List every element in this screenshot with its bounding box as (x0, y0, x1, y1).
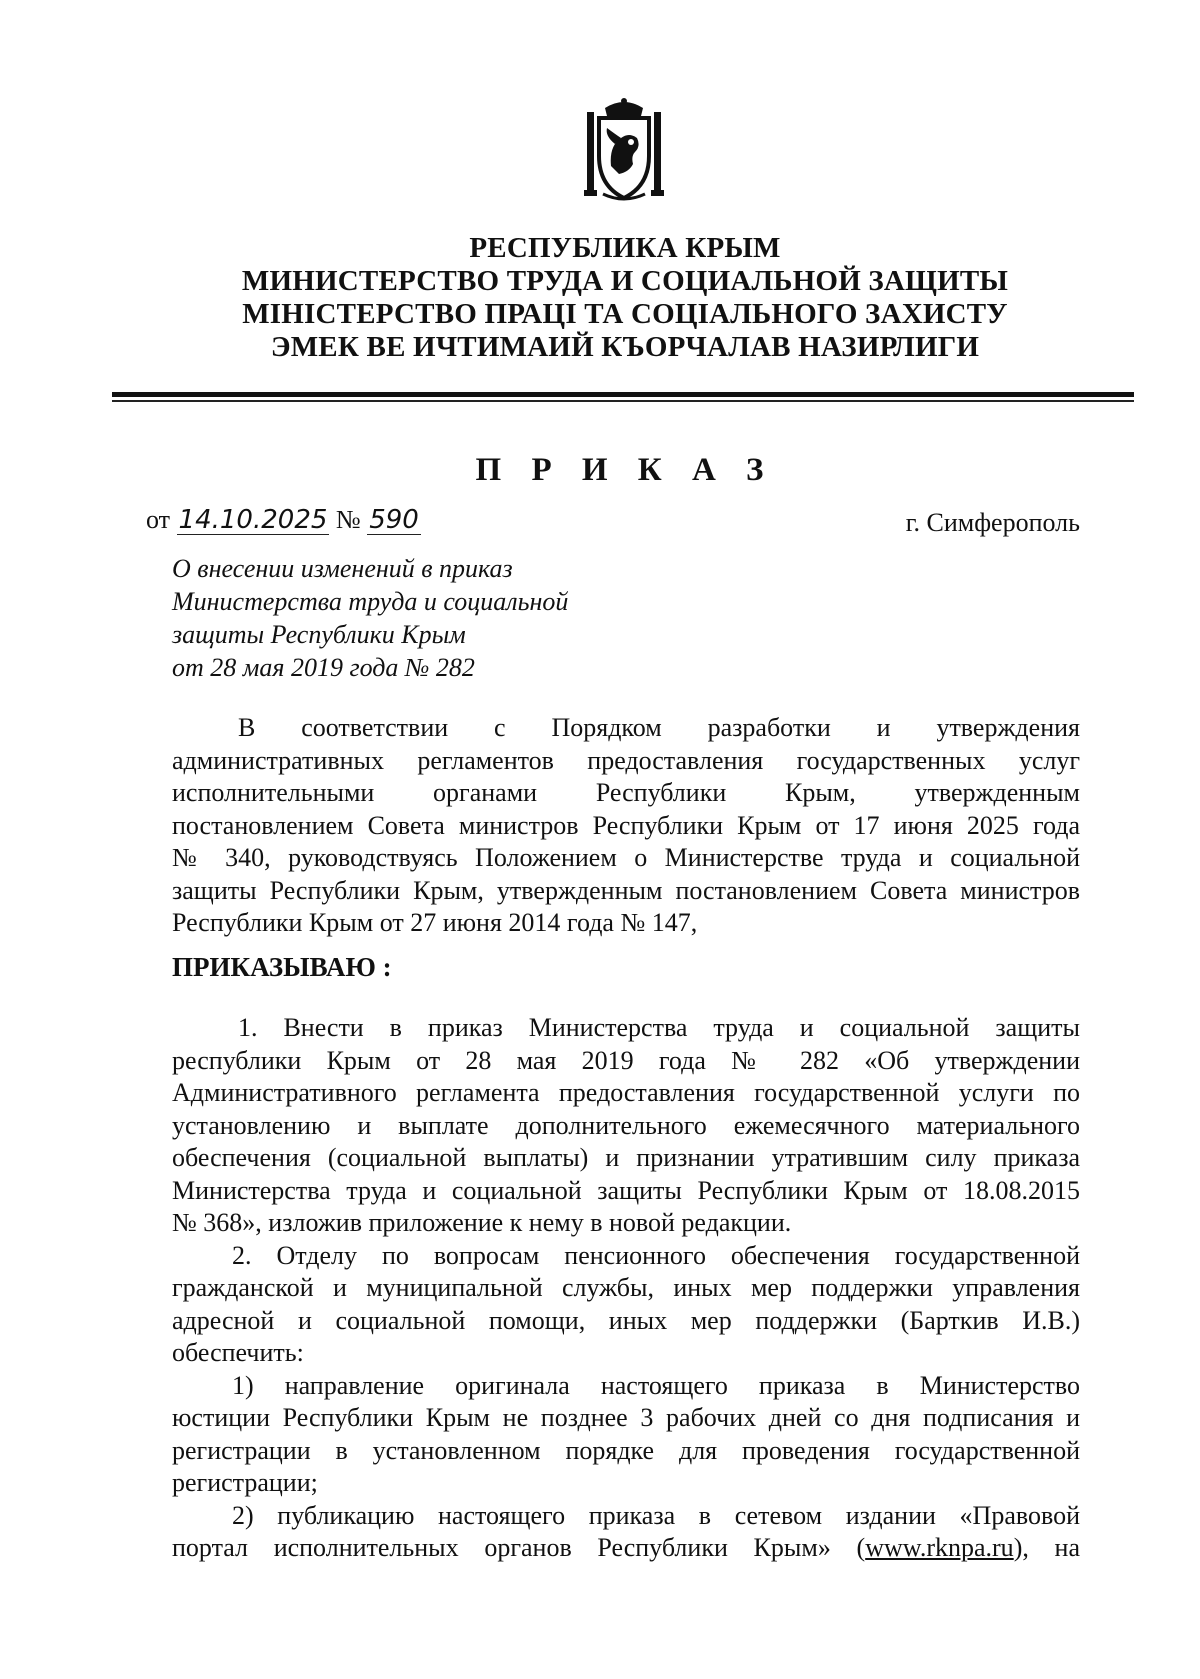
text-line: обеспечить: (172, 1338, 304, 1367)
text-line: республики Крым от 28 мая 2019 года № 282 «Об утверждении (172, 1045, 1080, 1075)
text-line: Административного регламента предоставления государственной услуги по (172, 1078, 1080, 1107)
header-line: РЕСПУБЛИКА КРЫМ (469, 232, 781, 264)
order-subject (172, 552, 568, 684)
document-title: П Р И К А З (475, 452, 775, 488)
text-line: административных регламентов предоставления государственных услуг (172, 745, 1080, 775)
text-segment: ), на (1013, 1533, 1080, 1562)
subject-line: О внесении изменений в приказ (172, 554, 513, 583)
text-line: Министерства труда и социальной защиты Республики Крым от 18.08.2015 (172, 1175, 1080, 1205)
header-line: МИНИСТЕРСТВО ТРУДА И СОЦИАЛЬНОЙ ЗАЩИТЫ (241, 265, 1009, 297)
subject-line: от 28 мая 2019 года № 282 (172, 653, 475, 682)
subject-line: Министерства труда и социальной (172, 587, 569, 616)
header-divider (112, 392, 1134, 397)
text-line: гражданской и муниципальной службы, иных мер поддержки управления (172, 1273, 1080, 1302)
subject-line: защиты Республики Крым (172, 620, 466, 649)
text-line: исполнительными органами Республики Крым, утвержденным (172, 778, 1080, 807)
text-line: 1. Внести в приказ Министерства труда и социальной защиты (238, 1013, 1080, 1042)
order-items (172, 1012, 1080, 1565)
crimea-coat-of-arms-icon (583, 94, 665, 206)
handwritten-number: 590 (369, 505, 419, 535)
text-line: регистрации в установленном порядке для проведения государственной (172, 1435, 1080, 1465)
from-label: от (146, 505, 171, 534)
order-dateline (146, 505, 421, 535)
preamble-paragraph (172, 712, 1080, 940)
text-line: 2. Отделу по вопросам пенсионного обеспечения государственной (232, 1240, 1080, 1270)
decree-word: ПРИКАЗЫВАЮ : (172, 952, 392, 982)
text-line: № 368», изложив приложение к нему в новой редакции. (172, 1208, 792, 1237)
text-segment: портал исполнительных органов Республики Крым» ( (172, 1533, 866, 1562)
header-line: МІНІСТЕРСТВО ПРАЦІ ТА СОЦІАЛЬНОГО ЗАХИСТУ (242, 298, 1008, 330)
city: г. Симферополь (905, 508, 1080, 537)
text-line: 2) публикацию настоящего приказа в сетевом издании «Правовой (232, 1500, 1080, 1530)
header-divider-thin (112, 400, 1134, 402)
text-line: адресной и социальной помощи, иных мер поддержки (Барткив И.В.) (172, 1305, 1080, 1335)
text-line: В соответствии с Порядком разработки и утверждения (238, 713, 1080, 742)
text-line: Республики Крым от 27 июня 2014 года № 147, (172, 908, 698, 937)
rknpa-link[interactable]: www.rknpa.ru (865, 1533, 1014, 1562)
text-line: регистрации; (172, 1468, 318, 1497)
text-line: установлению и выплате дополнительного ежемесячного материального (172, 1110, 1080, 1140)
text-line: 1) направление оригинала настоящего приказа в Министерство (232, 1370, 1080, 1400)
text-line-with-link (172, 1532, 1080, 1565)
text-line: обеспечения (социальной выплаты) и признании утратившим силу приказа (172, 1143, 1080, 1172)
handwritten-date: 14.10.2025 (178, 505, 328, 535)
ministry-header (0, 232, 1200, 364)
number-label: № (335, 505, 361, 534)
text-line: юстиции Республики Крым не позднее 3 рабочих дней со дня подписания и (172, 1403, 1080, 1432)
header-line: ЭМЕК ВЕ ИЧТИМАИЙ КЪОРЧАЛАВ НАЗИРЛИГИ (270, 331, 980, 363)
text-line: защиты Республики Крым, утвержденным постановлением Совета министров (172, 875, 1080, 905)
text-line: постановлением Совета министров Республики Крым от 17 июня 2025 года (172, 810, 1080, 840)
text-line: № 340, руководствуясь Положением о Министерстве труда и социальной (172, 843, 1080, 872)
